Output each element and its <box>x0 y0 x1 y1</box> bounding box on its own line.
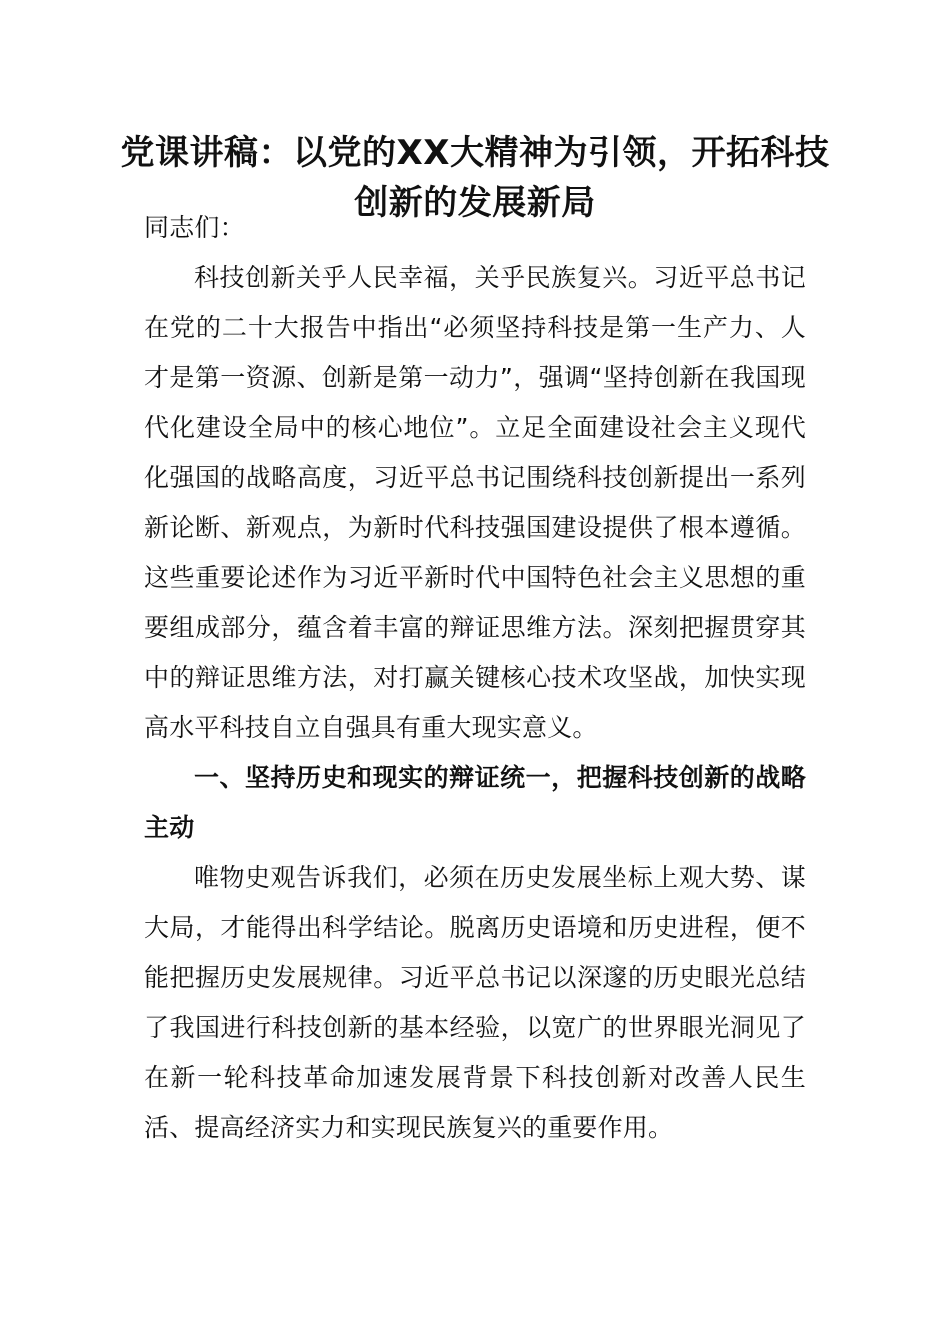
section-paragraph: 唯物史观告诉我们，必须在历史发展坐标上观大势、谋大局，才能得出科学结论。脱离历史语境和历史进程，便不能把握历史发展规律。习近平总书记以深邃的历史眼光总结了我国进行科技创新的基本经验，以宽广的世界眼光洞见了在新一轮科技革命加速发展背景下科技创新对改善人民生活、提高经济实力和实现民族复兴的重要作用。 <box>144 863 806 1142</box>
document-body <box>144 203 806 1153</box>
document-title: 党课讲稿：以党的XX大精神为引领，开拓科技创新的发展新局 <box>120 133 830 223</box>
section-heading: 一、坚持历史和现实的辩证统一，把握科技创新的战略主动 <box>144 763 806 842</box>
salutation: 同志们： <box>144 213 245 242</box>
intro-paragraph: 科技创新关乎人民幸福，关乎民族复兴。习近平总书记在党的二十大报告中指出“必须坚持科技是第一生产力、人才是第一资源、创新是第一动力”，强调“坚持创新在我国现代化建设全局中的核心地位”。立足全面建设社会主义现代化强国的战略高度，习近平总书记围绕科技创新提出一系列新论断、新观点，为新时代科技强国建设提供了根本遵循。这些重要论述作为习近平新时代中国特色社会主义思想的重要组成部分，蕴含着丰富的辩证思维方法。深刻把握贯穿其中的辩证思维方法，对打赢关键核心技术攻坚战，加快实现高水平科技自立自强具有重大现实意义。 <box>144 263 806 742</box>
